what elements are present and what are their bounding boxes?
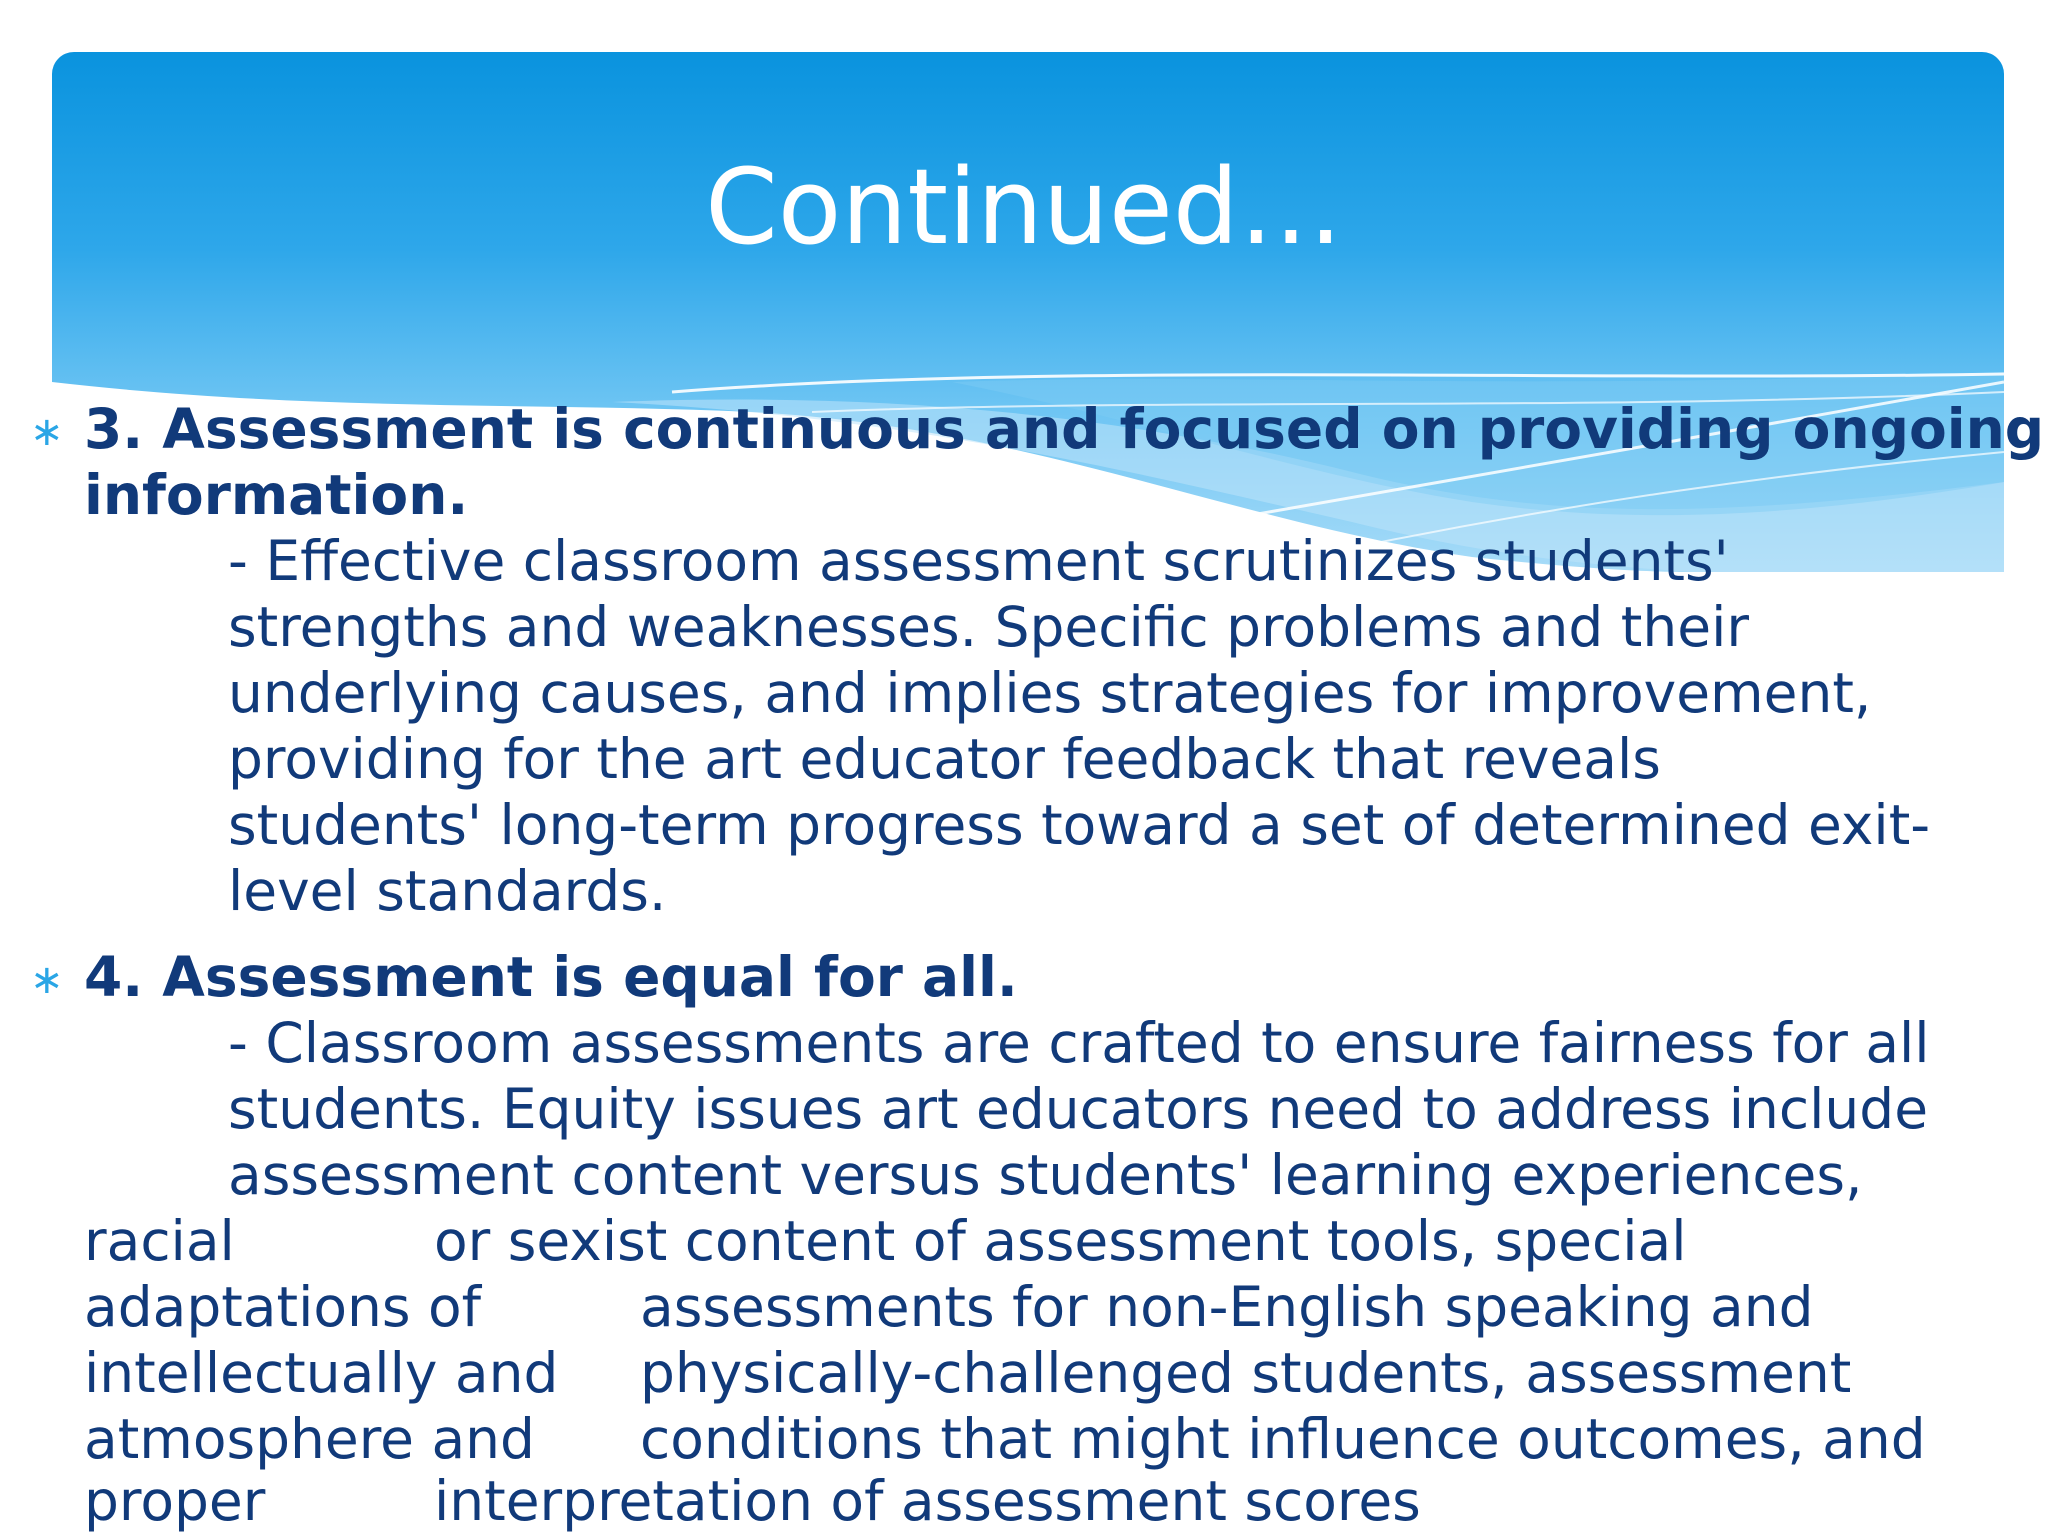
point-4-body-line: - Classroom assessments are crafted to ensure fairness for all (228, 1011, 1930, 1075)
bullet-icon: ∗ (30, 957, 64, 1003)
point-4-split-right: physically-challenged students, assessment (640, 1341, 1852, 1405)
point-4-split-left: atmosphere and (84, 1407, 535, 1471)
point-4-heading: 4. Assessment is equal for all. (84, 945, 1018, 1009)
point-4-split-right: assessments for non-English speaking and (640, 1275, 1814, 1339)
point-4-split-right: or sexist content of assessment tools, special (434, 1209, 1687, 1273)
point-3-body-line: - Effective classroom assessment scrutinizes students' (228, 529, 1729, 593)
point-4-body-line: assessment content versus students' learning experiences, (228, 1143, 1863, 1207)
point-4-split-right: interpretation of assessment scores (434, 1469, 1421, 1533)
point-3-body-line: underlying causes, and implies strategies for improvement, (228, 661, 1872, 725)
point-4-split-left: intellectually and (84, 1341, 559, 1405)
bullet-icon: ∗ (30, 409, 64, 455)
point-3-body-line: students' long-term progress toward a set of determined exit- (228, 793, 1931, 857)
point-4-body-line: students. Equity issues art educators need to address include (228, 1077, 1929, 1141)
point-4-split-left: racial (84, 1209, 235, 1273)
point-3-heading-line-2: information. (84, 463, 469, 527)
point-3-body-line: providing for the art educator feedback that reveals (228, 727, 1661, 791)
point-3-heading-line-1: 3. Assessment is continuous and focused on providing ongoing (84, 397, 2045, 461)
point-3-body-line: level standards. (228, 859, 667, 923)
point-4-split-right: conditions that might influence outcomes, and (640, 1407, 1926, 1471)
slide-title: Continued… (705, 146, 1343, 268)
point-4-split-left: adaptations of (84, 1275, 482, 1339)
point-3-body-line: strengths and weaknesses. Specific problems and their (228, 595, 1749, 659)
point-4-split-left: proper (84, 1469, 266, 1533)
